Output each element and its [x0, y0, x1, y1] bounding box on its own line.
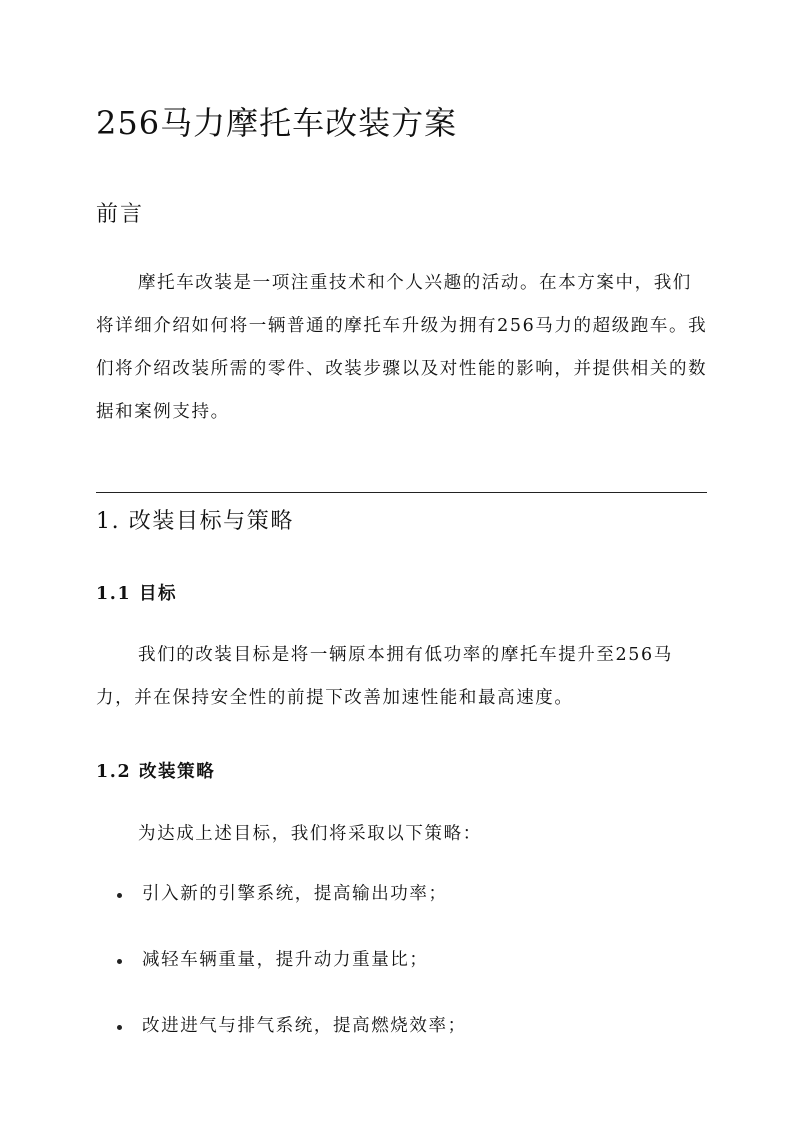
- list-item: [117, 873, 467, 939]
- document-title: 256马力摩托车改装方案: [96, 104, 458, 142]
- list-item-text: 减轻车辆重量，提升动力重量比；: [142, 950, 429, 970]
- preface-paragraph: 摩托车改装是一项注重技术和个人兴趣的活动。在本方案中，我们将详细介绍如何将一辆普通的摩托车升级为拥有256马力的超级跑车。我们将介绍改装所需的零件、改装步骤以及对性能的影响，并提供相关的数据和案例支持。: [96, 273, 708, 422]
- bullet-icon: [117, 1025, 122, 1030]
- subsection-1-2-heading: 1.2 改装策略: [96, 762, 216, 782]
- list-item: [117, 939, 467, 1005]
- bullet-icon: [117, 959, 122, 964]
- section-divider: [96, 492, 707, 493]
- strategy-bullet-list: [117, 873, 467, 1071]
- list-item: [117, 1005, 467, 1071]
- section-1-heading: 1. 改装目标与策略: [96, 509, 294, 534]
- list-item-text: 改进进气与排气系统，提高燃烧效率；: [142, 1016, 467, 1036]
- subsection-1-1-paragraph: 我们的改装目标是将一辆原本拥有低功率的摩托车提升至256马力，并在保持安全性的前提下改善加速性能和最高速度。: [96, 645, 673, 708]
- list-item-text: 引入新的引擎系统，提高输出功率；: [142, 884, 448, 904]
- preface-heading: 前言: [96, 202, 145, 227]
- subsection-1-2-intro: 为达成上述目标，我们将采取以下策略：: [138, 824, 482, 844]
- subsection-1-1-heading: 1.1 目标: [96, 584, 178, 604]
- bullet-icon: [117, 893, 122, 898]
